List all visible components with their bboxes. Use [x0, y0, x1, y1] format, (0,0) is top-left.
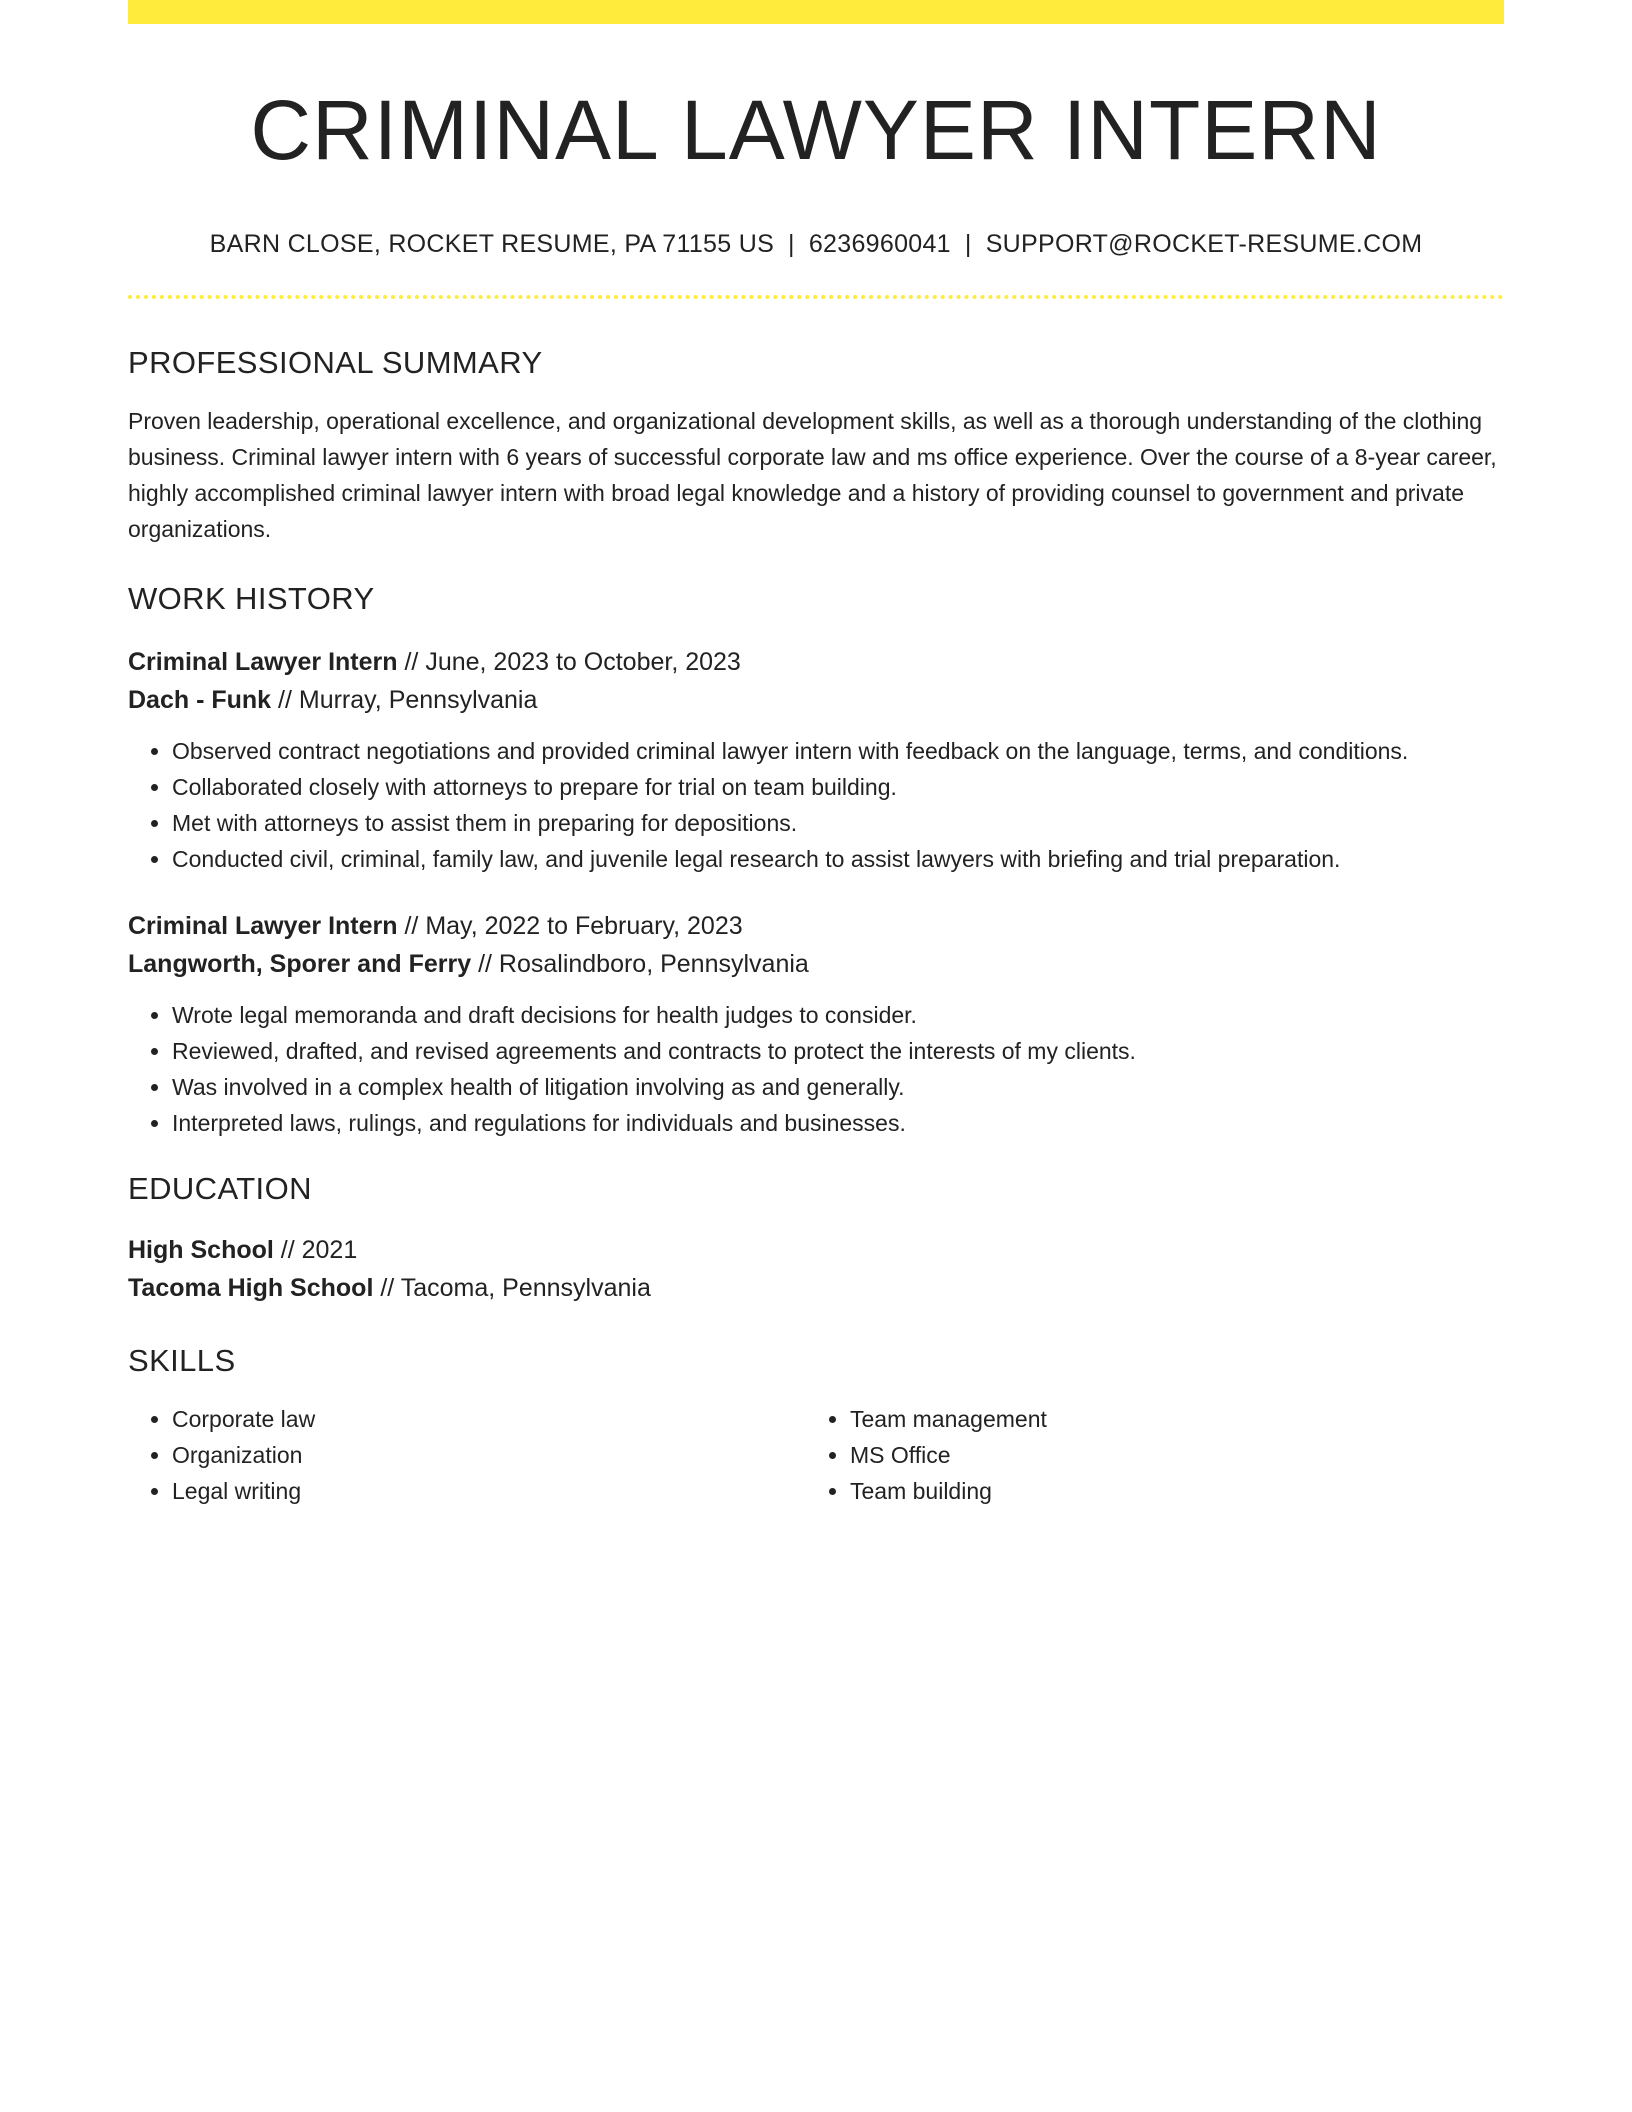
- job-entry: [128, 643, 1504, 877]
- skill-item: • Organization: [172, 1437, 806, 1473]
- job-role-line: [128, 907, 1504, 945]
- job-location: // Rosalindboro, Pennsylvania: [478, 950, 809, 979]
- job-role-line: [128, 643, 1504, 681]
- job-entry: [128, 907, 1504, 1141]
- summary-text: Proven leadership, operational excellence, and organizational development skills, as well as a thorough understanding of the clothing business. Criminal lawyer intern with 6 years of successful corporate law and ms office experience. Over the course of a 8-year career, highly accomplished criminal lawyer intern with broad legal knowledge and a history of providing counsel to government and private organizations.: [128, 408, 1497, 543]
- education-degree: High School: [128, 1236, 274, 1265]
- separator: |: [788, 230, 795, 259]
- skills-column-left: [128, 1401, 806, 1509]
- job-bullet: • Observed contract negotiations and provided criminal lawyer intern with feedback on the language, terms, and conditions.: [172, 733, 1504, 769]
- job-dates: // May, 2022 to February, 2023: [404, 912, 743, 941]
- email: SUPPORT@ROCKET-RESUME.COM: [985, 230, 1423, 259]
- job-company-line: [128, 681, 1504, 719]
- education-entry: [128, 1231, 1504, 1307]
- education-school-line: [128, 1269, 1504, 1307]
- job-bullet: • Was involved in a complex health of litigation involving as and generally.: [172, 1069, 1504, 1105]
- resume-title: CRIMINAL LAWYER INTERN: [250, 83, 1382, 177]
- skills-grid: [128, 1401, 1504, 1509]
- job-company: Dach - Funk: [128, 686, 272, 715]
- job-bullet: • Conducted civil, criminal, family law, and juvenile legal research to assist lawyers with briefing and trial preparation.: [172, 841, 1504, 877]
- job-bullets: [128, 997, 1504, 1141]
- skill-item: • Corporate law: [172, 1401, 806, 1437]
- job-bullet: • Wrote legal memoranda and draft decisions for health judges to consider.: [172, 997, 1504, 1033]
- job-dates: // June, 2023 to October, 2023: [404, 648, 741, 677]
- skill-item: • Team building: [850, 1473, 1484, 1509]
- skills-heading: SKILLS: [128, 1343, 236, 1379]
- contact-line: [128, 230, 1504, 259]
- address: BARN CLOSE, ROCKET RESUME, PA 71155 US: [209, 230, 775, 259]
- dotted-divider: [128, 295, 1504, 299]
- job-location: // Murray, Pennsylvania: [278, 686, 538, 715]
- education-degree-line: [128, 1231, 1504, 1269]
- separator: |: [964, 230, 972, 259]
- skills-column-right: [806, 1401, 1484, 1509]
- skill-item: • Legal writing: [172, 1473, 806, 1509]
- job-bullet: • Collaborated closely with attorneys to prepare for trial on team building.: [172, 769, 1504, 805]
- job-bullet: • Met with attorneys to assist them in preparing for depositions.: [172, 805, 1504, 841]
- education-heading: EDUCATION: [128, 1171, 312, 1207]
- job-bullet: • Interpreted laws, rulings, and regulations for individuals and businesses.: [172, 1105, 1504, 1141]
- education-location: // Tacoma, Pennsylvania: [380, 1274, 651, 1303]
- accent-bar: [128, 0, 1504, 24]
- summary-heading: PROFESSIONAL SUMMARY: [128, 345, 543, 381]
- work-history-heading: WORK HISTORY: [128, 581, 375, 617]
- job-bullets: [128, 733, 1504, 877]
- job-role: Criminal Lawyer Intern: [128, 648, 398, 677]
- job-company: Langworth, Sporer and Ferry: [128, 950, 472, 979]
- skill-item: • Team management: [850, 1401, 1484, 1437]
- phone: 6236960041: [808, 230, 951, 259]
- resume-page: [128, 0, 1504, 1509]
- skill-item: • MS Office: [850, 1437, 1484, 1473]
- education-year: // 2021: [280, 1236, 358, 1265]
- job-role: Criminal Lawyer Intern: [128, 912, 398, 941]
- education-school: Tacoma High School: [128, 1274, 374, 1303]
- job-bullet: • Reviewed, drafted, and revised agreements and contracts to protect the interests of my clients.: [172, 1033, 1504, 1069]
- job-company-line: [128, 945, 1504, 983]
